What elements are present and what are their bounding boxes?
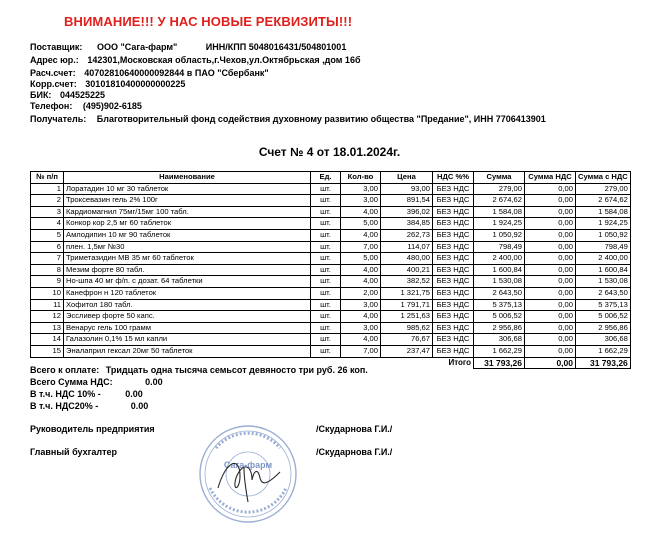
item-total: 279,00 [576, 183, 631, 195]
item-qty: 5,00 [341, 218, 381, 230]
item-price: 1 251,63 [381, 311, 433, 323]
item-vat-rate: БЕЗ НДС [433, 299, 474, 311]
item-vat-sum: 0,00 [525, 253, 576, 265]
item-name: Хофитол 180 табл. [64, 299, 311, 311]
item-vat-sum: 0,00 [525, 229, 576, 241]
item-unit: шт. [311, 218, 341, 230]
item-name: Триметазидин МВ 35 мг 60 таблеток [64, 253, 311, 265]
item-price: 382,52 [381, 276, 433, 288]
item-vat-rate: БЕЗ НДС [433, 322, 474, 334]
table-row [31, 287, 631, 299]
item-qty: 3,00 [341, 322, 381, 334]
vat20-line [30, 401, 148, 411]
corr-label: Корр.счет: [30, 79, 77, 89]
table-row [31, 195, 631, 207]
item-total: 1 530,08 [576, 276, 631, 288]
item-vat-sum: 0,00 [525, 206, 576, 218]
row-number: 15 [31, 345, 64, 357]
inn-value: 5048016431/504801001 [248, 42, 347, 52]
item-total: 2 400,00 [576, 253, 631, 265]
corr-value: 30101810400000000225 [85, 79, 186, 89]
item-vat-sum: 0,00 [525, 218, 576, 230]
warning-banner: ВНИМАНИЕ!!! У НАС НОВЫЕ РЕКВИЗИТЫ!!! [64, 14, 353, 29]
pay-total-words: Тридцать одна тысяча семьсот девяносто три руб. 26 коп. [105, 365, 368, 375]
col-header-sum: Сумма [474, 172, 525, 184]
item-unit: шт. [311, 299, 341, 311]
col-header-total: Сумма с НДС [576, 172, 631, 184]
row-number: 7 [31, 253, 64, 265]
col-header-number: № п/п [31, 172, 64, 184]
item-vat-rate: БЕЗ НДС [433, 241, 474, 253]
item-total: 1 600,84 [576, 264, 631, 276]
inn-label: ИНН/КПП [205, 42, 247, 52]
supplier-label: Поставщик: [30, 42, 83, 52]
col-header-unit: Ед. [311, 172, 341, 184]
item-vat-rate: БЕЗ НДС [433, 287, 474, 299]
item-vat-rate: БЕЗ НДС [433, 345, 474, 357]
item-qty: 4,00 [341, 334, 381, 346]
vat10-label: В т.ч. НДС 10% - [30, 389, 101, 399]
table-row [31, 218, 631, 230]
item-unit: шт. [311, 264, 341, 276]
item-vat-rate: БЕЗ НДС [433, 183, 474, 195]
recipient-line [30, 113, 546, 125]
item-vat-rate: БЕЗ НДС [433, 229, 474, 241]
item-qty: 3,00 [341, 299, 381, 311]
item-vat-rate: БЕЗ НДС [433, 311, 474, 323]
item-vat-rate: БЕЗ НДС [433, 334, 474, 346]
row-number: 3 [31, 206, 64, 218]
item-vat-rate: БЕЗ НДС [433, 253, 474, 265]
item-name: Эссливер форте 50 капс. [64, 311, 311, 323]
items-table [30, 171, 631, 369]
item-price: 76,67 [381, 334, 433, 346]
item-qty: 7,00 [341, 241, 381, 253]
item-total: 1 584,08 [576, 206, 631, 218]
total-with-vat: 31 793,26 [576, 357, 631, 369]
item-sum: 1 050,92 [474, 229, 525, 241]
item-sum: 1 600,84 [474, 264, 525, 276]
account-label: Расч.счет: [30, 68, 76, 78]
item-unit: шт. [311, 183, 341, 195]
item-price: 114,07 [381, 241, 433, 253]
vat-total-label: Всего Сумма НДС: [30, 377, 113, 387]
row-number: 13 [31, 322, 64, 334]
company-stamp [196, 418, 300, 528]
accountant-name: /Скударнова Г.И./ [316, 447, 393, 457]
item-vat-rate: БЕЗ НДС [433, 206, 474, 218]
stamp-text: Сага-фарм [223, 460, 273, 470]
col-header-qty: Кол-во [341, 172, 381, 184]
col-header-name: Наименование [64, 172, 311, 184]
item-name: Венарус гель 100 грамм [64, 322, 311, 334]
item-unit: шт. [311, 311, 341, 323]
item-sum: 5 375,13 [474, 299, 525, 311]
supplier-name: ООО "Сага-фарм" [96, 42, 178, 52]
item-total: 1 662,29 [576, 345, 631, 357]
table-row [31, 241, 631, 253]
row-number: 12 [31, 311, 64, 323]
vat-total-line [30, 377, 163, 387]
table-row [31, 334, 631, 346]
item-qty: 3,00 [341, 195, 381, 207]
item-name: Но-шпа 40 мг ф/п. с дозат. 64 таблетки [64, 276, 311, 288]
row-number: 10 [31, 287, 64, 299]
row-number: 5 [31, 229, 64, 241]
item-qty: 4,00 [341, 276, 381, 288]
item-qty: 4,00 [341, 206, 381, 218]
table-row [31, 276, 631, 288]
item-total: 1 050,92 [576, 229, 631, 241]
item-unit: шт. [311, 229, 341, 241]
item-total: 798,49 [576, 241, 631, 253]
recipient-name: Благотворительный фонд содействия духовному развитию общества "Предание", ИНН 7706413901 [96, 114, 546, 124]
item-qty: 4,00 [341, 264, 381, 276]
address-label: Адрес юр.: [30, 55, 79, 65]
bik-value: 044525225 [59, 90, 106, 100]
supplier-line [30, 41, 346, 53]
pay-total-label: Всего к оплате: [30, 365, 100, 375]
item-vat-rate: БЕЗ НДС [433, 276, 474, 288]
table-row [31, 206, 631, 218]
table-row [31, 299, 631, 311]
item-price: 396,02 [381, 206, 433, 218]
row-number: 4 [31, 218, 64, 230]
row-number: 1 [31, 183, 64, 195]
item-sum: 306,68 [474, 334, 525, 346]
item-sum: 2 674,62 [474, 195, 525, 207]
item-name: Троксевазин гель 2% 100г [64, 195, 311, 207]
item-price: 891,54 [381, 195, 433, 207]
accountant-label: Главный бухгалтер [30, 447, 118, 457]
item-sum: 2 643,50 [474, 287, 525, 299]
vat20-value: 0.00 [130, 401, 149, 411]
item-vat-sum: 0,00 [525, 276, 576, 288]
item-vat-sum: 0,00 [525, 299, 576, 311]
address-line [30, 54, 361, 66]
item-price: 1 321,75 [381, 287, 433, 299]
row-number: 6 [31, 241, 64, 253]
item-price: 262,73 [381, 229, 433, 241]
item-unit: шт. [311, 345, 341, 357]
phone-label: Телефон: [30, 101, 73, 111]
item-unit: шт. [311, 206, 341, 218]
item-sum: 1 924,25 [474, 218, 525, 230]
item-unit: шт. [311, 241, 341, 253]
table-header-row [31, 172, 631, 184]
item-qty: 7,00 [341, 345, 381, 357]
vat10-value: 0.00 [125, 389, 143, 399]
total-label: Итого [448, 357, 471, 367]
item-price: 985,62 [381, 322, 433, 334]
col-header-price: Цена [381, 172, 433, 184]
item-qty: 3,00 [341, 183, 381, 195]
pay-total-line [30, 365, 368, 375]
item-total: 2 956,86 [576, 322, 631, 334]
item-name: Кардиомагнил 75мг/15мг 100 табл. [64, 206, 311, 218]
table-row [31, 264, 631, 276]
item-vat-sum: 0,00 [525, 345, 576, 357]
row-number: 2 [31, 195, 64, 207]
address-value: 142301,Московская область,г.Чехов,ул.Октябрьская ,дом 16б [87, 55, 361, 65]
row-number: 14 [31, 334, 64, 346]
item-qty: 4,00 [341, 229, 381, 241]
item-sum: 1 530,08 [474, 276, 525, 288]
row-number: 11 [31, 299, 64, 311]
director-name: /Скударнова Г.И./ [316, 424, 393, 434]
item-unit: шт. [311, 276, 341, 288]
invoice-title: Счет № 4 от 18.01.2024г. [258, 145, 401, 159]
item-total: 2 643,50 [576, 287, 631, 299]
recipient-label: Получатель: [30, 114, 87, 124]
item-unit: шт. [311, 287, 341, 299]
item-vat-sum: 0,00 [525, 241, 576, 253]
item-name: Мезим форте 80 табл. [64, 264, 311, 276]
item-vat-rate: БЕЗ НДС [433, 218, 474, 230]
item-vat-sum: 0,00 [525, 195, 576, 207]
item-name: Галазолин 0,1% 15 мл капли [64, 334, 311, 346]
bik-label: БИК: [30, 90, 52, 100]
vat-total-value: 0.00 [145, 377, 163, 387]
item-unit: шт. [311, 334, 341, 346]
director-label: Руководитель предприятия [30, 424, 155, 434]
table-row [31, 253, 631, 265]
col-header-vat-rate: НДС %% [433, 172, 474, 184]
table-row [31, 345, 631, 357]
item-total: 5 006,52 [576, 311, 631, 323]
item-vat-rate: БЕЗ НДС [433, 195, 474, 207]
vat20-label: В т.ч. НДС20% - [30, 401, 99, 411]
row-number: 8 [31, 264, 64, 276]
item-price: 384,85 [381, 218, 433, 230]
item-name: Канефрон н 120 таблеток [64, 287, 311, 299]
item-name: Лоратадин 10 мг 30 таблеток [64, 183, 311, 195]
table-row [31, 322, 631, 334]
table-row [31, 311, 631, 323]
phone-value: (495)902-6185 [82, 101, 142, 111]
item-price: 93,00 [381, 183, 433, 195]
item-vat-sum: 0,00 [525, 334, 576, 346]
item-vat-sum: 0,00 [525, 322, 576, 334]
item-vat-sum: 0,00 [525, 264, 576, 276]
phone-line [30, 100, 142, 112]
col-header-vat-sum: Сумма НДС [525, 172, 576, 184]
item-vat-sum: 0,00 [525, 183, 576, 195]
item-vat-sum: 0,00 [525, 287, 576, 299]
item-qty: 2,00 [341, 287, 381, 299]
item-price: 237,47 [381, 345, 433, 357]
item-qty: 4,00 [341, 311, 381, 323]
item-unit: шт. [311, 195, 341, 207]
item-qty: 5,00 [341, 253, 381, 265]
item-sum: 5 006,52 [474, 311, 525, 323]
item-unit: шт. [311, 322, 341, 334]
total-vat: 0,00 [525, 357, 576, 369]
table-row [31, 183, 631, 195]
item-name: Амлодипин 10 мг 90 таблеток [64, 229, 311, 241]
total-sum: 31 793,26 [474, 357, 525, 369]
item-name: Конкор кор 2,5 мг 60 таблеток [64, 218, 311, 230]
item-total: 306,68 [576, 334, 631, 346]
item-sum: 1 662,29 [474, 345, 525, 357]
item-price: 480,00 [381, 253, 433, 265]
item-price: 1 791,71 [381, 299, 433, 311]
item-sum: 2 956,86 [474, 322, 525, 334]
item-total: 2 674,62 [576, 195, 631, 207]
account-value: 40702810640000092844 в ПАО "Сбербанк" [84, 68, 269, 78]
item-sum: 798,49 [474, 241, 525, 253]
table-row [31, 229, 631, 241]
item-total: 5 375,13 [576, 299, 631, 311]
item-vat-sum: 0,00 [525, 311, 576, 323]
row-number: 9 [31, 276, 64, 288]
item-name: Эналаприл гексал 20мг 50 таблеток [64, 345, 311, 357]
item-vat-rate: БЕЗ НДС [433, 264, 474, 276]
vat10-line [30, 389, 143, 399]
item-unit: шт. [311, 253, 341, 265]
item-price: 400,21 [381, 264, 433, 276]
item-sum: 1 584,08 [474, 206, 525, 218]
item-sum: 279,00 [474, 183, 525, 195]
item-total: 1 924,25 [576, 218, 631, 230]
item-name: плен. 1,5мг №30 [64, 241, 311, 253]
item-sum: 2 400,00 [474, 253, 525, 265]
